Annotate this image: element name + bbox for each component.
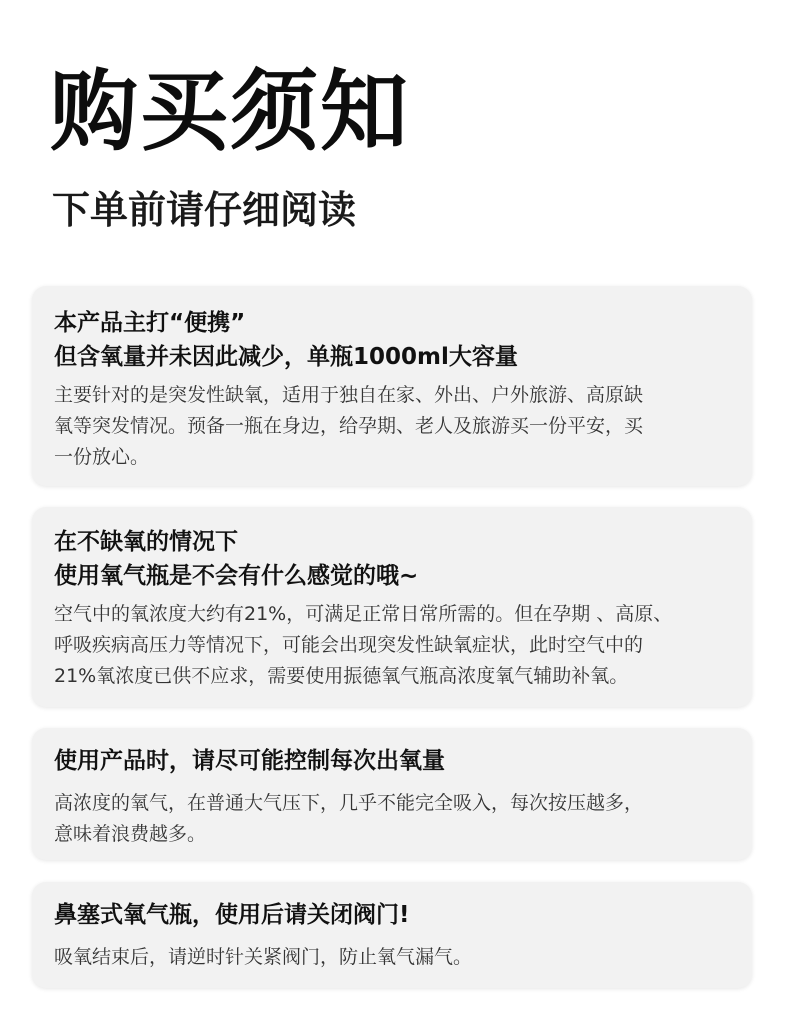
page-subtitle: 下单前请仔细阅读 — [52, 188, 357, 232]
card-body-line: 21%氧浓度已供不应求，需要使用振德氧气瓶高浓度氧气辅助补氧。 — [54, 665, 629, 687]
card-body-line: 意味着浪费越多。 — [54, 823, 207, 845]
notice-card-portable — [32, 286, 752, 486]
page-title: 购买须知 — [50, 60, 411, 163]
notice-card-no-hypoxia — [32, 507, 752, 707]
card-heading-line: 本产品主打“便携” — [54, 310, 246, 336]
notice-card-close-valve — [32, 882, 752, 988]
card-heading-line: 但含氧量并未因此减少，单瓶1000ml大容量 — [54, 344, 518, 370]
card-body — [54, 380, 730, 473]
notice-card-control-output — [32, 728, 752, 860]
card-heading-line: 使用氧气瓶是不会有什么感觉的哦~ — [54, 563, 419, 589]
card-body-line: 主要针对的是突发性缺氧，适用于独自在家、外出、户外旅游、高原缺 — [54, 384, 644, 406]
card-body — [54, 788, 730, 850]
card-heading-line: 鼻塞式氧气瓶，使用后请关闭阀门! — [54, 902, 410, 928]
card-body-line: 呼吸疾病高压力等情况下，可能会出现突发性缺氧症状，此时空气中的 — [54, 634, 644, 656]
card-body-line: 一份放心。 — [54, 446, 150, 468]
card-body — [54, 942, 730, 973]
card-heading-line: 使用产品时，请尽可能控制每次出氧量 — [54, 748, 445, 774]
card-body-line: 吸氧结束后，请逆时针关紧阀门，防止氧气漏气。 — [54, 946, 473, 968]
card-body-line: 氧等突发情况。预备一瓶在身边，给孕期、老人及旅游买一份平安，买 — [54, 415, 644, 437]
card-body-line: 高浓度的氧气，在普通大气压下，几乎不能完全吸入，每次按压越多， — [54, 792, 644, 814]
card-heading-line: 在不缺氧的情况下 — [54, 529, 238, 555]
card-body — [54, 599, 730, 692]
card-body-line: 空气中的氧浓度大约有21%，可满足正常日常所需的。但在孕期 、高原、 — [54, 603, 673, 625]
